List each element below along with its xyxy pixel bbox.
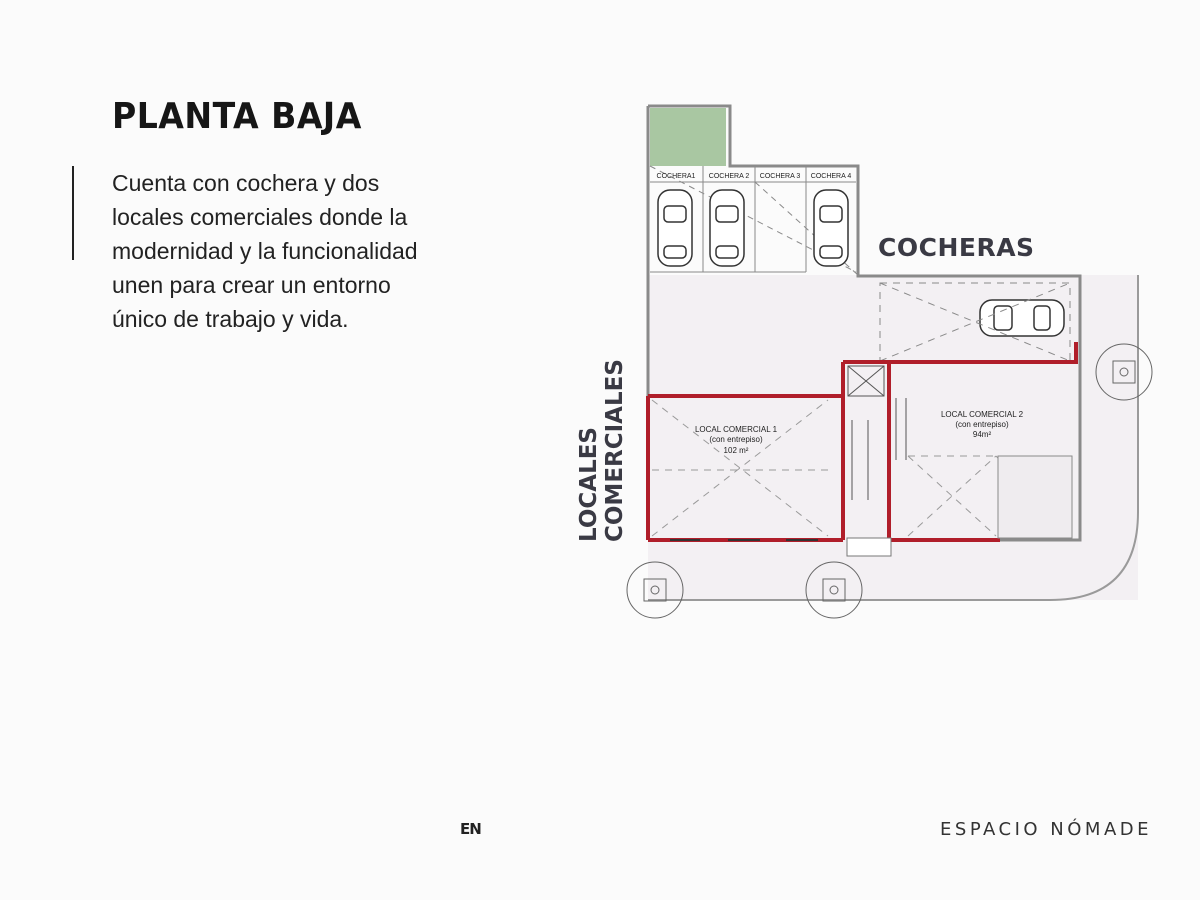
description-line: Cuenta con cochera y dos — [112, 170, 380, 196]
local2-area: 94m² — [972, 430, 992, 439]
description-line: modernidad y la funcionalidad — [112, 238, 418, 264]
accent-rule — [72, 166, 74, 260]
locales-label — [576, 359, 628, 542]
green-area — [650, 108, 726, 166]
locales-label-line1: LOCALES — [576, 427, 602, 542]
footer-logo: EN — [460, 820, 481, 838]
local1-area: 102 m² — [723, 446, 749, 455]
local2-note: (con entrepiso) — [955, 420, 1009, 429]
car-icon — [710, 190, 744, 266]
parking-label: COCHERA 3 — [759, 173, 801, 180]
description-line: unen para crear un entorno — [112, 272, 391, 298]
footer-brand: ESPACIO NÓMADE — [940, 819, 1152, 840]
local1-note: (con entrepiso) — [709, 435, 763, 444]
floor-plan — [550, 88, 1170, 648]
cocheras-label: COCHERAS — [878, 233, 1035, 262]
car-icon — [658, 190, 692, 266]
storage-room — [998, 456, 1072, 538]
locales-label-line2: COMERCIALES — [602, 359, 628, 542]
page-title: PLANTA BAJA — [112, 96, 362, 137]
parking-label: COCHERA1 — [656, 173, 696, 180]
description-line: único de trabajo y vida. — [112, 306, 349, 332]
parking-label: COCHERA 4 — [810, 173, 852, 180]
entry-step — [847, 538, 891, 556]
local1-name: LOCAL COMERCIAL 1 — [694, 425, 778, 434]
description-line: locales comerciales donde la — [112, 204, 408, 230]
description — [112, 166, 442, 336]
parking-label: COCHERA 2 — [708, 173, 750, 180]
local2-name: LOCAL COMERCIAL 2 — [940, 410, 1024, 419]
car-icon — [980, 300, 1064, 336]
car-icon — [814, 190, 848, 266]
